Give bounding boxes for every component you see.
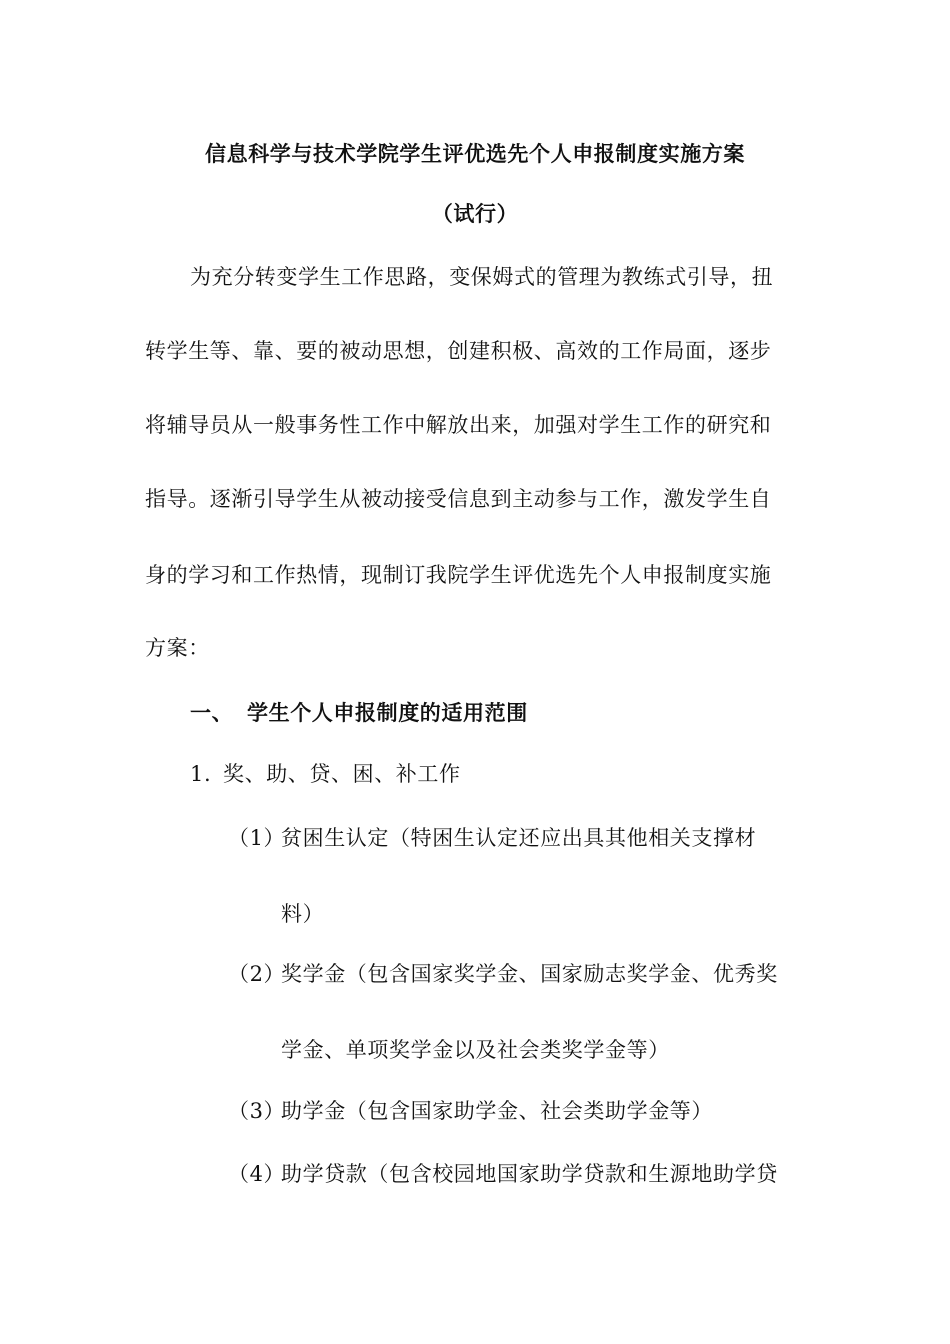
- sub-item-text: 助学贷款（包含校园地国家助学贷款和生源地助学贷: [281, 1162, 778, 1186]
- intro-line: 为充分转变学生工作思路，变保姆式的管理为教练式引导，扭: [190, 265, 774, 289]
- sub-item-text: 助学金（包含国家助学金、社会类助学金等）: [281, 1099, 713, 1123]
- sub-item-number: （1）: [228, 826, 286, 850]
- document-subtitle: （试行）: [431, 201, 519, 226]
- intro-line: 将辅导员从一般事务性工作中解放出来，加强对学生工作的研究和: [145, 413, 772, 437]
- sub-item-text: 奖学金（包含国家奖学金、国家励志奖学金、优秀奖: [281, 962, 778, 986]
- sub-item-number: （3）: [228, 1099, 286, 1123]
- sub-item-number: （2）: [228, 962, 286, 986]
- sub-item-number: （4）: [228, 1162, 286, 1186]
- intro-line: 方案：: [145, 636, 210, 660]
- sub-item-text: 料）: [281, 902, 325, 926]
- item-number: 1.: [190, 762, 212, 786]
- sub-item-text: 学金、单项奖学金以及社会类奖学金等）: [281, 1038, 670, 1062]
- intro-line: 身的学习和工作热情，现制订我院学生评优选先个人申报制度实施: [145, 563, 772, 587]
- section-number: 一、: [190, 700, 234, 725]
- sub-item-text: 贫困生认定（特困生认定还应出具其他相关支撑材: [281, 826, 757, 850]
- item-label: 奖、助、贷、困、补工作: [223, 762, 461, 786]
- intro-line: 指导。逐渐引导学生从被动接受信息到主动参与工作，激发学生自: [145, 487, 772, 511]
- intro-line: 转学生等、靠、要的被动思想，创建积极、高效的工作局面，逐步: [145, 339, 772, 363]
- section-title: 学生个人申报制度的适用范围: [247, 700, 528, 725]
- document-title: 信息科学与技术学院学生评优选先个人申报制度实施方案: [205, 141, 745, 166]
